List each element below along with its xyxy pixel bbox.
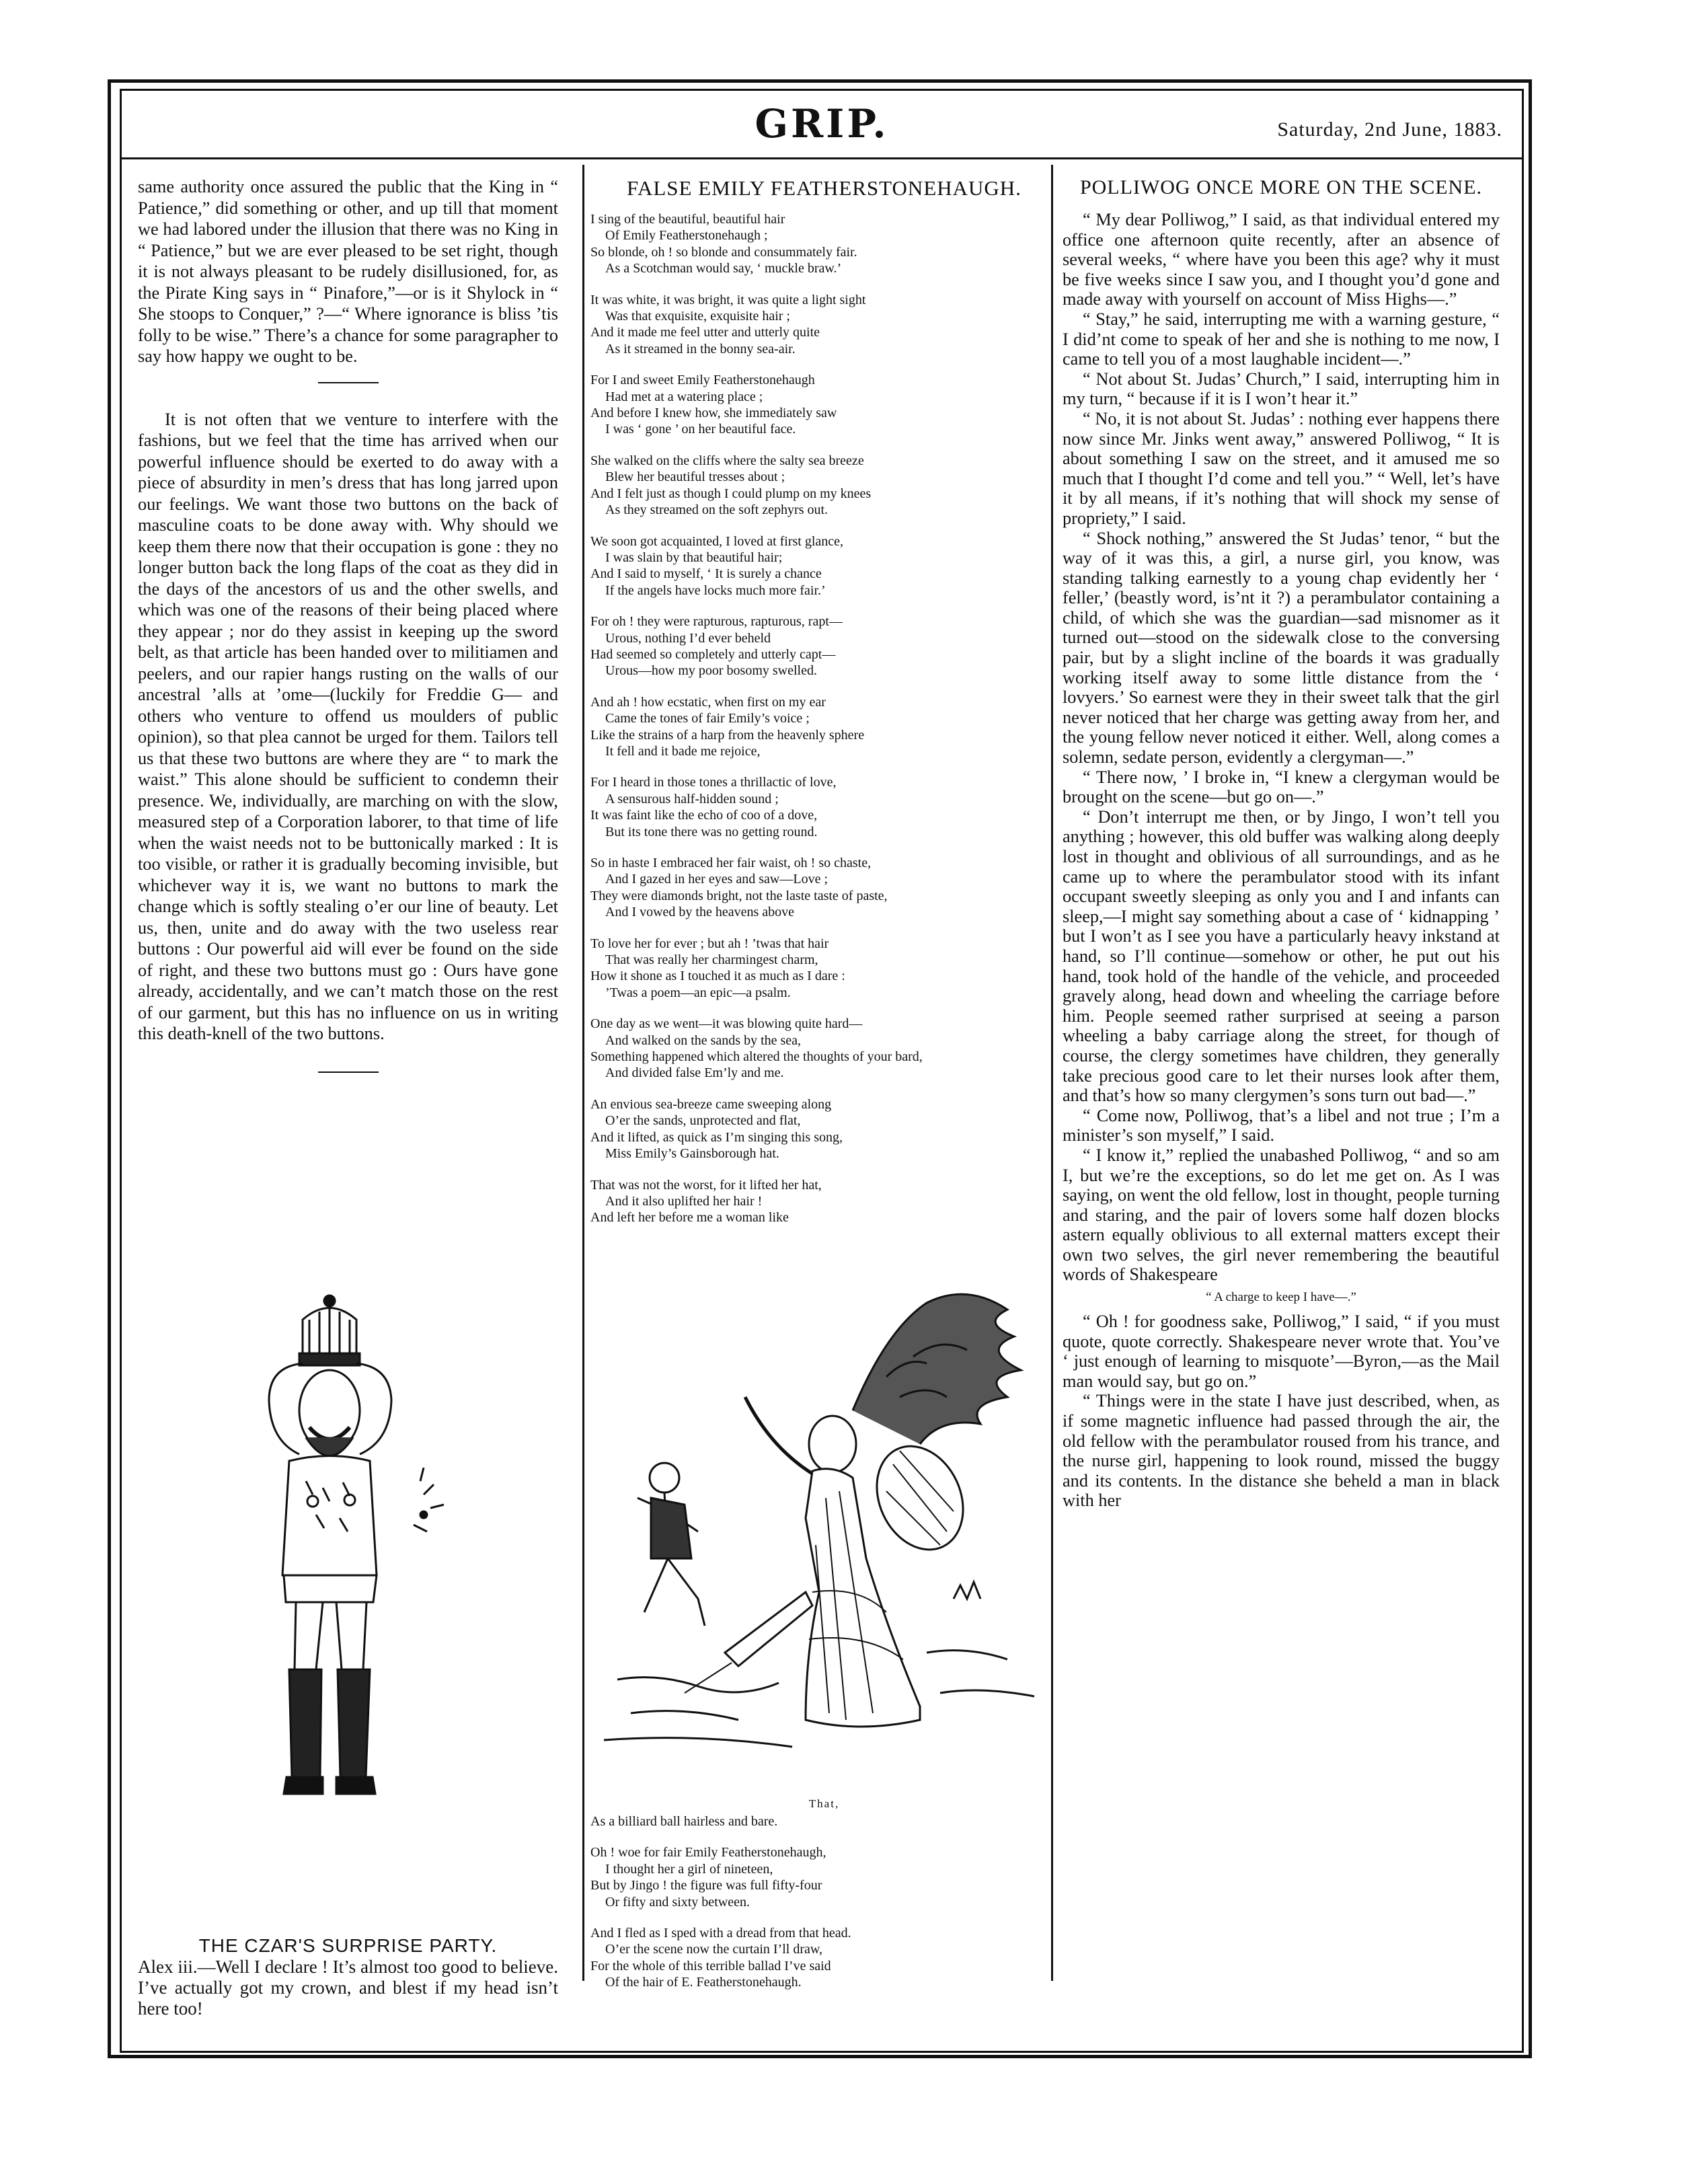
poem-line: Miss Emily’s Gainsborough hat. (605, 1146, 779, 1162)
poem-title: FALSE EMILY FEATHERSTONEHAUGH. (627, 176, 1022, 200)
paragraph-patience: same authority once assured the public that the King in “ Patience,” did something or other, and up till that moment we had labored under the illusion that there was no King in “ Patience,” but we are ever pleased to be set right, though it is not always pleasant to be rudely disillusioned, for, as the Pirate King says in “ Pinafore,”—or is it Shylock in “ She stoops to Conquer,” ?—“ Where ignorance is bliss ’tis folly to be wise.” There’s a chance for some paragrapher to say how happy we ought to be. (138, 177, 558, 366)
poem-line: And I said to myself, ‘ It is surely a chance (590, 566, 822, 582)
poem-stanza (590, 211, 1058, 277)
poem-stanza (590, 774, 1058, 840)
cartoon-caption-text: Alex iii.—Well I declare ! It’s almost too good to believe. I’ve actually got my crown, and blest if my head isn’t here too! (138, 1957, 558, 2019)
poem-line: I thought her a girl of nineteen, (605, 1861, 773, 1877)
poem-line: For oh ! they were rapturous, rapturous, rapt— (590, 614, 843, 630)
poem-line: Or fifty and sixty between. (605, 1894, 750, 1910)
poem-line: So in haste I embraced her fair waist, oh ! so chaste, (590, 856, 872, 870)
polliwog-paragraph: “ Stay,” he said, interrupting me with a warning gesture, “ I did’nt come to speak of her and she is nothing to me now, I came to tell you of a most laughable incident—.” (1063, 309, 1500, 369)
page-header (120, 89, 1524, 159)
poem-stanza (590, 613, 1058, 679)
poem-stanza (590, 1096, 1058, 1162)
polliwog-paragraph: “ Oh ! for goodness sake, Polliwog,” I said, “ if you must quote, quote correctly. Shakespeare never wrote that. You’ve ‘ just enough of learning to misquote’—Byron,—as the Mail man would say, but go on.” (1063, 1312, 1500, 1391)
poem-line: It fell and it bade me rejoice, (605, 743, 761, 759)
polliwog-paragraph: “ I know it,” replied the unabashed Polliwog, “ and so am I, but we’re the exceptions, so do let me get on. As I was saying, on went the old fellow, lost in thought, people turning and staring, and the pair of lovers some half dozen blocks astern equally oblivious to all external matters except their own two selves, the girl never remembering the beautiful words of Shakespeare (1063, 1145, 1500, 1285)
poem-stanza (590, 292, 1058, 358)
poem-line: Of Emily Featherstonehaugh ; (605, 228, 768, 243)
poem-line: We soon got acquainted, I loved at first glance, (590, 533, 844, 549)
poem-line: And walked on the sands by the sea, (605, 1032, 802, 1048)
poem-line: For the whole of this terrible ballad I’ve said (590, 1958, 831, 1973)
poem-line: Something happened which altered the thoughts of your bard, (590, 1049, 923, 1065)
poem-line: For I and sweet Emily Featherstonehaugh (590, 373, 815, 388)
dateline: Saturday, 2nd June, 1883. (1277, 118, 1502, 141)
middle-column (590, 176, 1058, 1990)
poem-line: One day as we went—it was blowing quite hard— (590, 1016, 863, 1032)
poem-line: It was faint like the echo of coo of a dove, (590, 808, 818, 823)
czar-cartoon-illustration (222, 1293, 477, 1811)
poem-line: And I gazed in her eyes and saw—Love ; (605, 872, 828, 887)
poem-stanza (590, 936, 1058, 1002)
poem-stanza (590, 1844, 1058, 1910)
polliwog-paragraph: “ Don’t interrupt me then, or by Jingo, I won’t tell you anything ; however, this old buffer was walking along deeply lost in thought and oblivious of all surroundings, and as he came up to where the perambulator stood with its infant occupant sweetly sleeping as only you and I and infants can sleep,—I might say something about a case of ‘ kidnapping ’ but I won’t as I see you have a particularly heavy inkstand at hand, so I’ll continue—somehow or other, he put out his hand, took hold of the handle of the vehicle, and proceeded gravely along, head down and wheeling the carriage before him. People seemed rather surprised at seeing a parson wheeling a baby carriage along the street, for though of course, the clergy sometimes have children, they generally take precious good care to let their nurses look after them, and that’s how so many clergymen’s sons turn out bad—.” (1063, 806, 1500, 1106)
poem-line: As a billiard ball hairless and bare. (590, 1814, 778, 1829)
polliwog-paragraph: “ Things were in the state I have just described, when, as if some magnetic influence had passed through the air, the old fellow with the perambulator roused from his trance, and the nurse girl, happening to look round, missed the buggy and its contents. In the distance she beheld a man in black with her (1063, 1391, 1500, 1511)
poem-line: ’Twas a poem—an epic—a psalm. (605, 985, 791, 1000)
cartoon-caption-title: THE CZAR'S SURPRISE PARTY. (198, 1935, 498, 1956)
poem-line: How it shone as I touched it as much as I dare : (590, 969, 845, 984)
poem-line: I sing of the beautiful, beautiful hair (590, 212, 785, 227)
poem-line: They were diamonds bright, not the laste taste of paste, (590, 888, 888, 903)
poem-stanza (590, 1813, 1058, 1830)
poem-line: O’er the scene now the curtain I’ll draw, (605, 1942, 823, 1957)
poem-line: If the angels have locks much more fair.’ (605, 582, 826, 598)
polliwog-paragraph: “ Shock nothing,” answered the St Judas’ tenor, “ but the way of it was this, a girl, a nurse girl, you know, was standing talking earnestly to a young chap evidently her ‘ feller,’ (beastly word, is’nt it ?) a perambulator containing a child, of which she was the guardian—sad misnomer as it turned out—stood on the sidewalk close to the conversing pair, but by a slight incline of the boards it was gradually working itself away to some little distance from the ‘ lovyers.’ So earnest were they in their sweet talk that the girl never noticed that her charge was getting away from her, and the young fellow never noticed it either. Well, along comes a solemn, sedate person, evidently a clergyman—.” (1063, 528, 1500, 767)
polliwog-paragraph: “ No, it is not about St. Judas’ : nothing ever happens there now since Mr. Jinks went away,” answered Polliwog, “ It is about something I saw on the street, and it amused me so much that I thought I’d come and tell you.” “ Well, let’s have it by all means, if it’s nothing that will shock my sense of propriety,” I said. (1063, 408, 1500, 528)
poem-line: And it also uplifted her hair ! (605, 1193, 763, 1209)
poem-line: She walked on the cliffs where the salty sea breeze (590, 453, 864, 468)
shakespeare-quote: “ A charge to keep I have—.” (1206, 1290, 1356, 1305)
poem-line: O’er the sands, unprotected and flat, (605, 1113, 801, 1129)
poem-line: A sensurous half-hidden sound ; (605, 791, 779, 806)
poem-line: And ah ! how ecstatic, when first on my ear (590, 694, 826, 710)
poem-stanza (590, 1016, 1058, 1082)
column-divider-left (582, 165, 584, 1981)
poem-line: Came the tones of fair Emily’s voice ; (605, 711, 810, 726)
poem-line: But by Jingo ! the figure was full fifty-four (590, 1878, 822, 1893)
poem-line: Of the hair of E. Featherstonehaugh. (605, 1975, 802, 1990)
poem-line: And left her before me a woman like (590, 1210, 789, 1226)
masthead-title: GRIP. (755, 101, 889, 147)
poem-line: To love her for ever ; but ah ! ’twas that hair (590, 936, 829, 951)
poem-line: And I felt just as though I could plump on my knees (590, 486, 872, 501)
poem-stanza (590, 694, 1058, 760)
poem-line: Blew her beautiful tresses about ; (605, 469, 785, 485)
poem-line: And I fled as I sped with a dread from that head. (590, 1926, 851, 1941)
poem-line: And before I knew how, she immediately saw (590, 406, 837, 421)
poem-stanza (590, 533, 1058, 599)
poem-line: Oh ! woe for fair Emily Featherstonehaugh, (590, 1845, 826, 1860)
poem-stanza (590, 453, 1058, 519)
poem-line: And it lifted, as quick as I’m singing this song, (590, 1129, 843, 1145)
poem-line: As they streamed on the soft zephyrs out. (605, 502, 828, 518)
polliwog-paragraph: “ Not about St. Judas’ Church,” I said, interrupting him in my turn, “ because if it is I won’t hear it.” (1063, 369, 1500, 409)
poem-line: Had seemed so completely and utterly capt— (590, 646, 836, 662)
emily-featherstonehaugh-illustration (604, 1276, 1048, 1754)
that-word: That, (808, 1797, 840, 1810)
poem-line: And it made me feel utter and utterly quite (590, 325, 820, 340)
right-column (1063, 176, 1500, 1511)
poem-line: So blonde, oh ! so blonde and consummately fair. (590, 244, 857, 260)
paragraph-buttons: It is not often that we venture to interfere with the fashions, but we feel that the time has arrived when our powerful influence should be exerted to do away with a piece of absurdity in men’s dress that has long jarred upon our feelings. We want those two buttons on the back of masculine coats to be done away with. Why should we keep them there now that their occupation is gone : they no longer button back the long flaps of the coat as they did in the days of the ancestors of us and the other swells, and which was one of the reasons of their being placed where they appear ; nor do they assist in keeping up the sword belt, as that article has been handed over to militiamen and peelers, and our rapier hangs rusting on the walls of our ancestral ’alls at ’ome—(luckily for Freddie G— and others who venture to offend us moulders of public opinion), so that plea cannot be urged for them. Tailors tell us that these two buttons are where they are “ to mark the waist.” This alone should be sufficient to condemn their presence. We, individually, are marching on with the slow, measured step of a Corporation laborer, to that time of life when the waist needs not to be buttonically marked : It is too visible, or rather it is gradually becoming invisible, but whichever way it is, we want no buttons to mark the change which is softly stealing o’er our line of beauty. Let us, then, unite and do away with the two useless rear buttons : Our powerful aid will ever be found on the side of right, and these two buttons must go : Ours have gone already, accidentally, and we can’t match those on the rest of our garment, but this has no influence on us in writing this death-knell of the two buttons. (138, 409, 558, 1043)
section-rule (318, 1071, 379, 1073)
poem-stanza (590, 1925, 1058, 1991)
poem-stanza (590, 855, 1058, 921)
article-title: POLLIWOG ONCE MORE ON THE SCENE. (1079, 176, 1483, 198)
poem-line: That was not the worst, for it lifted her hat, (590, 1177, 822, 1193)
poem-line: Urous, nothing I’d ever beheld (605, 630, 771, 646)
left-column (138, 176, 558, 2019)
poem-line: Had met at a watering place ; (605, 389, 763, 404)
poem-line: For I heard in those tones a thrillactic of love, (590, 775, 837, 790)
poem-line: I was slain by that beautiful hair; (605, 550, 783, 565)
poem-line: And I vowed by the heavens above (605, 905, 795, 920)
poem-line: But its tone there was no getting round. (605, 824, 818, 839)
poem-line: Was that exquisite, exquisite hair ; (605, 309, 790, 324)
section-rule (318, 382, 379, 383)
poem-line: I was ‘ gone ’ on her beautiful face. (605, 422, 796, 437)
poem-stanzas (590, 211, 1058, 1226)
poem-line: Like the strains of a harp from the heavenly sphere (590, 727, 865, 743)
poem-stanza (590, 1177, 1058, 1226)
poem-line: Urous—how my poor bosomy swelled. (605, 663, 817, 679)
poem-final-stanzas (590, 1813, 1058, 1991)
polliwog-paragraph: “ My dear Polliwog,” I said, as that individual entered my office one afternoon quite recently, after an absence of several weeks, “ where have you been this age? why it must be five weeks since I saw you, and I thought you’d gone and made away with yourself on account of Miss Highs—.” (1063, 210, 1500, 309)
polliwog-paragraph: “ Come now, Polliwog, that’s a libel and not true ; I’m a minister’s son myself,” I said. (1063, 1105, 1500, 1145)
polliwog-paragraph: “ There now, ’ I broke in, “I knew a clergyman would be brought on the scene—but go on—.” (1063, 767, 1500, 807)
poem-line: That was really her charmingest charm, (605, 952, 818, 968)
poem-stanza (590, 372, 1058, 438)
poem-line: An envious sea-breeze came sweeping along (590, 1096, 832, 1112)
poem-line: As it streamed in the bonny sea-air. (605, 341, 796, 356)
poem-line: And divided false Em’ly and me. (605, 1065, 784, 1081)
poem-line: As a Scotchman would say, ‘ muckle braw.’ (605, 261, 842, 276)
poem-line: It was white, it was bright, it was quite a light sight (590, 292, 866, 307)
